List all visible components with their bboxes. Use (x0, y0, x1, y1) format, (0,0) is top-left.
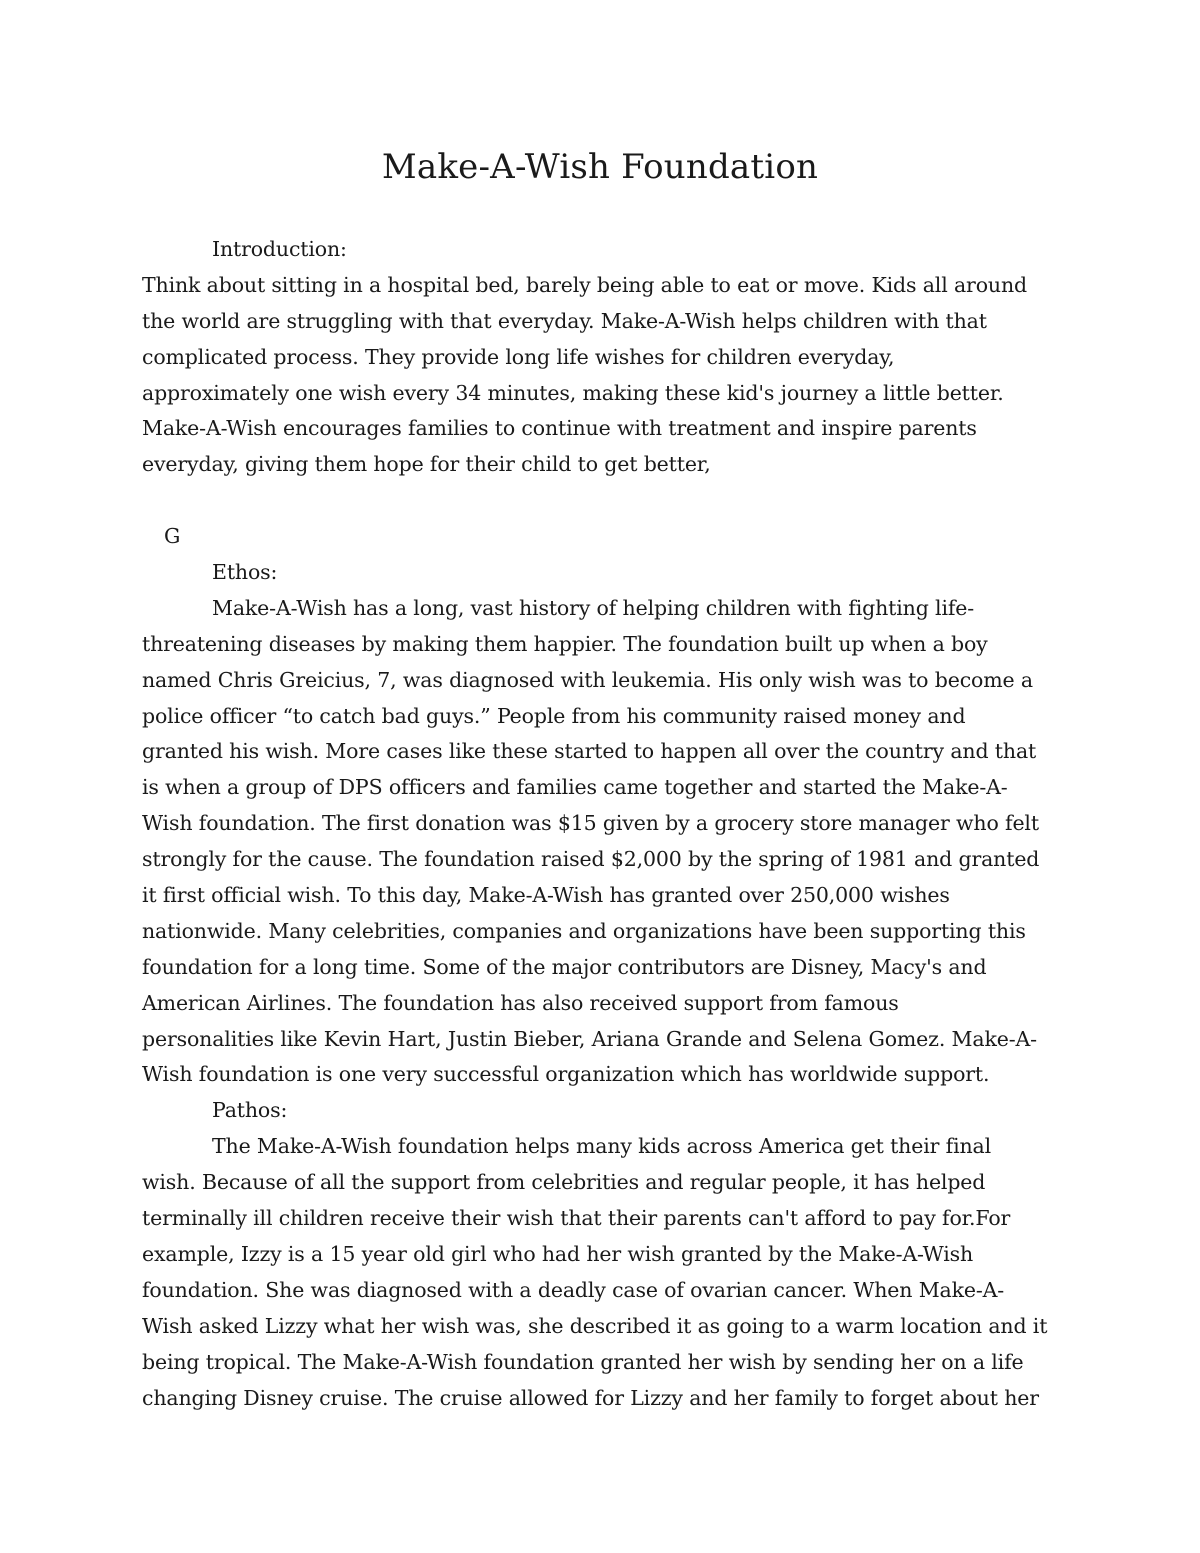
blank-line (142, 483, 1062, 519)
text-line: foundation for a long time. Some of the major contributors are Disney, Macy's and (142, 954, 987, 979)
text-line: foundation. She was diagnosed with a deadly case of ovarian cancer. When Make-A- (142, 1277, 1005, 1302)
indented-text-line: Pathos: (212, 1098, 288, 1123)
text-line: it first official wish. To this day, Make-A-Wish has granted over 250,000 wishes (142, 883, 950, 908)
indented-text-line: The Make-A-Wish foundation helps many kids across America get their final (212, 1134, 992, 1159)
text-line: Wish asked Lizzy what her wish was, she described it as going to a warm location and it (142, 1313, 1048, 1338)
text-line: changing Disney cruise. The cruise allowed for Lizzy and her family to forget about her (142, 1385, 1039, 1410)
text-line: named Chris Greicius, 7, was diagnosed with leukemia. His only wish was to become a (142, 667, 1033, 692)
text-line: threatening diseases by making them happier. The foundation built up when a boy (142, 631, 988, 656)
text-line: example, Izzy is a 15 year old girl who had her wish granted by the Make-A-Wish (142, 1241, 974, 1266)
text-line: approximately one wish every 34 minutes, making these kid's journey a little better. (142, 380, 1004, 405)
text-line: Think about sitting in a hospital bed, barely being able to eat or move. Kids all around (142, 272, 1027, 297)
text-line: the world are struggling with that everyday. Make-A-Wish helps children with that (142, 308, 987, 333)
document-body (142, 232, 1062, 1416)
text-line: is when a group of DPS officers and families came together and started the Make-A- (142, 775, 1008, 800)
text-line: terminally ill children receive their wish that their parents can't afford to pay for.For (142, 1206, 1011, 1231)
text-line: strongly for the cause. The foundation raised $2,000 by the spring of 1981 and granted (142, 847, 1040, 872)
indented-text-line: Introduction: (212, 237, 347, 261)
text-line: personalities like Kevin Hart, Justin Bieber, Ariana Grande and Selena Gomez. Make-A- (142, 1026, 1037, 1051)
indented-text-line: Ethos: (212, 560, 278, 585)
text-line: Wish foundation is one very successful organization which has worldwide support. (142, 1062, 990, 1087)
text-line: nationwide. Many celebrities, companies and organizations have been supporting this (142, 918, 1026, 943)
text-line: American Airlines. The foundation has also received support from famous (142, 990, 899, 1015)
text-line: Wish foundation. The first donation was $15 given by a grocery store manager who felt (142, 811, 1039, 836)
text-line: granted his wish. More cases like these started to happen all over the country and that (142, 739, 1037, 764)
text-line: Make-A-Wish encourages families to continue with treatment and inspire parents (142, 416, 977, 441)
indented-text-line: Make-A-Wish has a long, vast history of helping children with fighting life- (212, 595, 975, 620)
stray-character-line: G (164, 524, 181, 549)
text-line: police officer “to catch bad guys.” People from his community raised money and (142, 703, 966, 728)
text-line: being tropical. The Make-A-Wish foundation granted her wish by sending her on a life (142, 1349, 1024, 1374)
text-line: wish. Because of all the support from celebrities and regular people, it has helped (142, 1170, 986, 1195)
text-line: complicated process. They provide long life wishes for children everyday, (142, 344, 895, 369)
document-title: Make-A-Wish Foundation (381, 147, 819, 187)
text-line: everyday, giving them hope for their child to get better, (142, 452, 711, 477)
